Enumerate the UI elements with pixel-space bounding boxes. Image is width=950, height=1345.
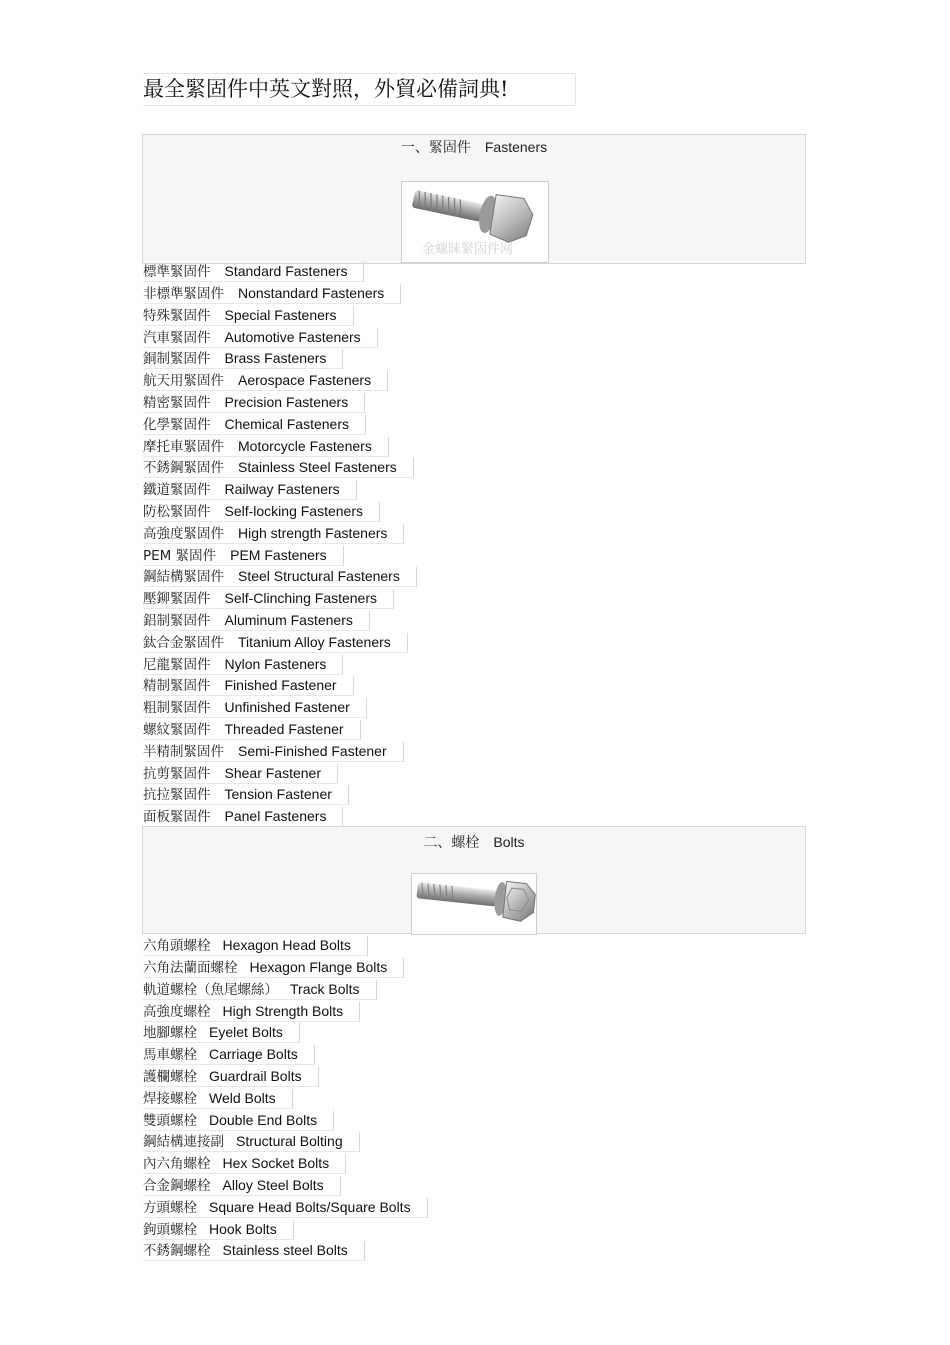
term-chinese: 尼龍緊固件 — [143, 656, 211, 673]
term-english: PEM Fasteners — [230, 546, 327, 563]
list-item — [143, 1066, 428, 1088]
term-chinese: 粗制緊固件 — [143, 700, 211, 717]
term-chinese: 不銹鋼螺栓 — [143, 1243, 211, 1260]
term-chinese: 半精制緊固件 — [143, 743, 224, 760]
term-chinese: 防松緊固件 — [143, 504, 211, 521]
list-item — [143, 653, 417, 675]
term-english: Shear Fastener — [224, 764, 321, 781]
list-item — [143, 1240, 428, 1262]
list-item — [143, 1022, 428, 1044]
term-english: Guardrail Bolts — [209, 1068, 302, 1085]
term-chinese: 六角法蘭面螺栓 — [143, 960, 238, 977]
section-header-bolts — [142, 826, 806, 934]
fastener-photo — [401, 181, 549, 263]
term-english: Finished Fastener — [224, 677, 337, 694]
fasteners-term-list — [143, 261, 417, 828]
term-chinese: 非標準緊固件 — [143, 286, 224, 303]
list-item — [143, 719, 417, 741]
term-chinese: 航天用緊固件 — [143, 373, 224, 390]
term-english: Self-locking Fasteners — [224, 503, 364, 520]
list-item — [143, 741, 417, 763]
list-item — [143, 566, 417, 588]
list-item — [143, 784, 417, 806]
list-item — [143, 697, 417, 719]
term-chinese: 高強度緊固件 — [143, 525, 224, 542]
term-chinese: 護欄螺栓 — [143, 1069, 197, 1086]
list-item — [143, 1175, 428, 1197]
term-chinese: 抗拉緊固件 — [143, 787, 211, 804]
list-item — [143, 326, 417, 348]
term-english: Alloy Steel Bolts — [222, 1177, 324, 1194]
list-item — [143, 1153, 428, 1175]
term-english: Double End Bolts — [209, 1111, 318, 1128]
term-english: Titanium Alloy Fasteners — [238, 633, 391, 650]
term-english: Motorcycle Fasteners — [238, 437, 372, 454]
term-english: Panel Fasteners — [224, 808, 327, 825]
term-english: Special Fasteners — [224, 306, 337, 323]
term-chinese: 鉤頭螺栓 — [143, 1221, 197, 1238]
term-chinese: 壓鉚緊固件 — [143, 591, 211, 608]
term-chinese: 焊接螺栓 — [143, 1090, 197, 1107]
term-english: Threaded Fastener — [224, 721, 344, 738]
term-chinese: 馬車螺栓 — [143, 1047, 197, 1064]
term-chinese: 鈦合金緊固件 — [143, 634, 224, 651]
section-header-fasteners — [142, 134, 806, 264]
list-item — [143, 435, 417, 457]
term-chinese: 地腳螺栓 — [143, 1025, 197, 1042]
list-item — [143, 479, 417, 501]
term-chinese: 面板緊固件 — [143, 809, 211, 826]
list-item — [143, 457, 417, 479]
list-item — [143, 348, 417, 370]
term-english: Steel Structural Fasteners — [238, 568, 400, 585]
term-english: Stainless Steel Fasteners — [238, 459, 397, 476]
list-item — [143, 1088, 428, 1110]
image-watermark: 金螺昧緊固件网 — [422, 242, 514, 257]
term-chinese: 精制緊固件 — [143, 678, 211, 695]
term-english: Precision Fasteners — [224, 394, 349, 411]
term-chinese: 抗剪緊固件 — [143, 765, 211, 782]
list-item — [143, 414, 417, 436]
term-chinese: 內六角螺栓 — [143, 1156, 211, 1173]
term-english: Hook Bolts — [209, 1220, 277, 1237]
term-english: Semi-Finished Fastener — [238, 742, 387, 759]
term-english: High Strength Bolts — [222, 1002, 344, 1019]
term-chinese: 鋼結構緊固件 — [143, 569, 224, 586]
list-item — [143, 762, 417, 784]
list-item — [143, 675, 417, 697]
list-item — [143, 1044, 428, 1066]
list-item — [143, 1109, 428, 1131]
term-english: High strength Fasteners — [238, 524, 388, 541]
bolts-term-list — [143, 935, 428, 1262]
term-chinese: 六角頭螺栓 — [143, 938, 211, 955]
hex-flange-bolt-illustration — [412, 874, 536, 934]
term-english: Unfinished Fastener — [224, 699, 350, 716]
term-english: Square Head Bolts/Square Bolts — [209, 1198, 411, 1215]
term-chinese: 鋁制緊固件 — [143, 613, 211, 630]
section-heading: 一、緊固件 Fasteners — [400, 139, 548, 155]
list-item — [143, 632, 417, 654]
term-english: Aerospace Fasteners — [238, 372, 372, 389]
list-item — [143, 806, 417, 828]
list-item — [143, 392, 417, 414]
term-chinese: 雙頭螺栓 — [143, 1112, 197, 1129]
term-chinese: 不銹鋼緊固件 — [143, 460, 224, 477]
term-english: Nylon Fasteners — [224, 655, 327, 672]
term-chinese: 鐵道緊固件 — [143, 482, 211, 499]
term-english: Aluminum Fasteners — [224, 612, 353, 629]
list-item — [143, 935, 428, 957]
term-english: Railway Fasteners — [224, 481, 340, 498]
list-item — [143, 501, 417, 523]
term-english: Hexagon Flange Bolts — [249, 959, 388, 976]
term-chinese: 高強度螺栓 — [143, 1003, 211, 1020]
term-chinese: 摩托車緊固件 — [143, 438, 224, 455]
term-chinese: 汽車緊固件 — [143, 329, 211, 346]
list-item — [143, 610, 417, 632]
term-chinese: 化學緊固件 — [143, 416, 211, 433]
term-chinese: 標準緊固件 — [143, 264, 211, 281]
term-english: Nonstandard Fasteners — [238, 285, 385, 302]
term-english: Brass Fasteners — [224, 350, 327, 367]
list-item — [143, 523, 417, 545]
section-heading: 二、螺栓 Bolts — [423, 834, 525, 850]
list-item — [143, 305, 417, 327]
term-english: Structural Bolting — [236, 1133, 343, 1150]
list-item — [143, 1000, 428, 1022]
term-english: Eyelet Bolts — [209, 1024, 283, 1041]
term-chinese: PEM 緊固件 — [143, 547, 217, 564]
list-item — [143, 1197, 428, 1219]
term-chinese: 軌道螺栓（魚尾螺絲） — [143, 981, 278, 998]
term-english: Hex Socket Bolts — [222, 1155, 330, 1172]
list-item — [143, 283, 417, 305]
term-english: Self-Clinching Fasteners — [224, 590, 378, 607]
term-english: Standard Fasteners — [224, 263, 348, 280]
term-chinese: 特殊緊固件 — [143, 307, 211, 324]
term-english: Hexagon Head Bolts — [222, 937, 351, 954]
list-item — [143, 1218, 428, 1240]
bolt-photo — [411, 873, 537, 935]
list-item — [143, 261, 417, 283]
term-english: Automotive Fasteners — [224, 328, 361, 345]
list-item — [143, 1131, 428, 1153]
term-english: Carriage Bolts — [209, 1046, 298, 1063]
term-english: Track Bolts — [290, 980, 360, 997]
page-title: 最全緊固件中英文對照，外貿必備詞典! — [143, 73, 576, 106]
term-chinese: 螺紋緊固件 — [143, 722, 211, 739]
term-chinese: 合金鋼螺栓 — [143, 1178, 211, 1195]
term-chinese: 銅制緊固件 — [143, 351, 211, 368]
term-english: Stainless steel Bolts — [222, 1242, 348, 1259]
term-chinese: 方頭螺栓 — [143, 1199, 197, 1216]
list-item — [143, 544, 417, 566]
term-chinese: 精密緊固件 — [143, 395, 211, 412]
list-item — [143, 979, 428, 1001]
term-english: Chemical Fasteners — [224, 415, 349, 432]
list-item — [143, 957, 428, 979]
term-english: Weld Bolts — [209, 1089, 276, 1106]
term-english: Tension Fastener — [224, 786, 332, 803]
list-item — [143, 588, 417, 610]
list-item — [143, 370, 417, 392]
term-chinese: 鋼結構連接副 — [143, 1134, 224, 1151]
